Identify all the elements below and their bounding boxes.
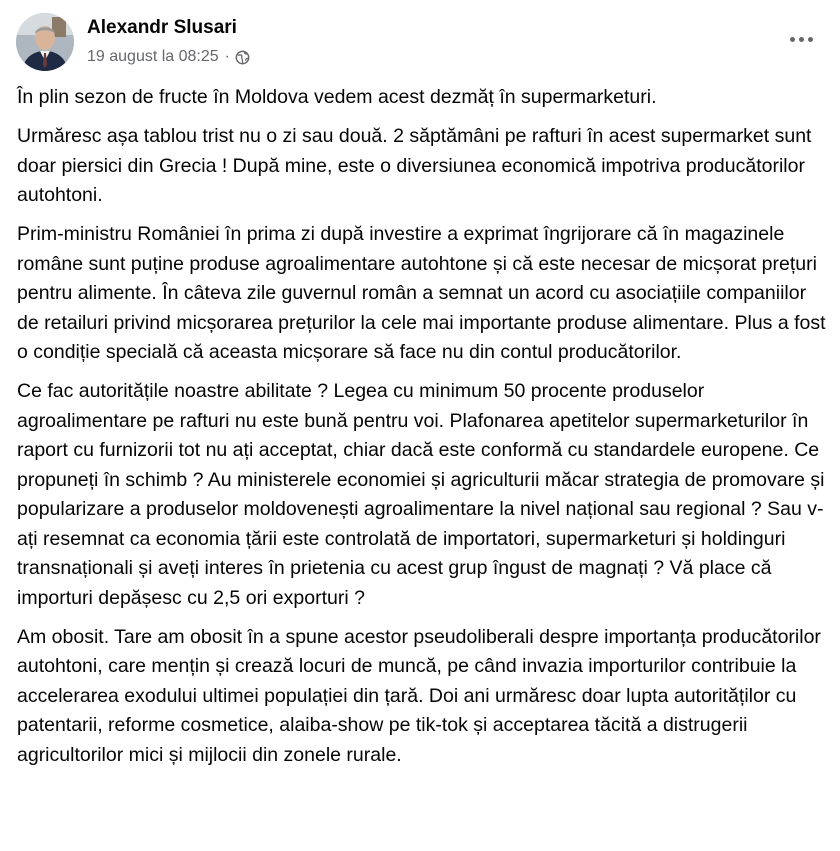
avatar[interactable]	[16, 13, 74, 71]
post-paragraph: Am obosit. Tare am obosit în a spune acestor pseudoliberali despre importanța producătorilor autohtoni, care mențin și crează locuri de muncă, pe când invazia importurilor contribuie la accelerarea exodului ultimei populației din țară. Doi ani urmăresc doar lupta autorităților cu patentarii, reforme cosmetice, alaiba-show pe tik-tok și acceptarea tăcită a distrugerii agricultorilor mici și mijlocii din zonele rurale.	[17, 625, 821, 766]
globe-icon[interactable]	[235, 50, 250, 65]
post-paragraph: Prim-ministru României în prima zi după investire a exprimat îngrijorare că în magazinele române sunt puține produse agroalimentare autohtone și că este necesar de micșorat prețuri pentru alimente. În câteva zile guvernul român a semnat un acord cu asociațiile companiilor de retailuri privind micșorarea prețurilor la cele mai importante produse alimentare. Plus a fost o condiție specială că aceasta micșorare să face nu din contul producătorilor.	[17, 223, 826, 363]
avatar-photo-icon	[16, 13, 74, 71]
post-meta	[87, 47, 250, 67]
post-paragraph: Urmăresc așa tablou trist nu o zi sau două. 2 săptămâni pe rafturi în acest supermarket sunt doar piersici din Grecia ! După mine, este o diversiunea economică impotriva producătorilor autohtoni.	[17, 125, 812, 206]
more-dot	[790, 37, 795, 42]
post-timestamp[interactable]: 19 august la 08:25	[87, 48, 219, 65]
post-header	[16, 13, 824, 71]
more-dot	[799, 37, 804, 42]
meta-separator: ·	[224, 48, 230, 65]
more-dot	[808, 37, 813, 42]
post-body	[17, 83, 827, 780]
author-name[interactable]: Alexandr Slusari	[87, 17, 237, 38]
post-paragraph: În plin sezon de fructe în Moldova vedem acest dezmăț în supermarketuri.	[17, 86, 657, 108]
post-paragraph: Ce fac autoritățile noastre abilitate ? Legea cu minimum 50 procente produselor agroalimentare pe rafturi nu este bună pentru voi. Plafonarea apetitelor supermarketurilor în raport cu furnizorii tot nu ați acceptat, chiar dacă este conformă cu standardele europene. Ce propuneți în schimb ? Au ministerele economiei și agriculturii măcar strategia de promovare și popularizare a produselor moldovenești agroalimentare la nivel național sau regional ? Sau v-ați resemnat ca economia țării este controlată de importatori, supermarketuri și holdinguri transnaționali și aveți interes în prietenia cu acest grup îngust de magnați ? Vă place că importuri depășesc cu 2,5 ori exporturi ?	[17, 380, 825, 609]
more-options-button[interactable]	[784, 27, 820, 51]
